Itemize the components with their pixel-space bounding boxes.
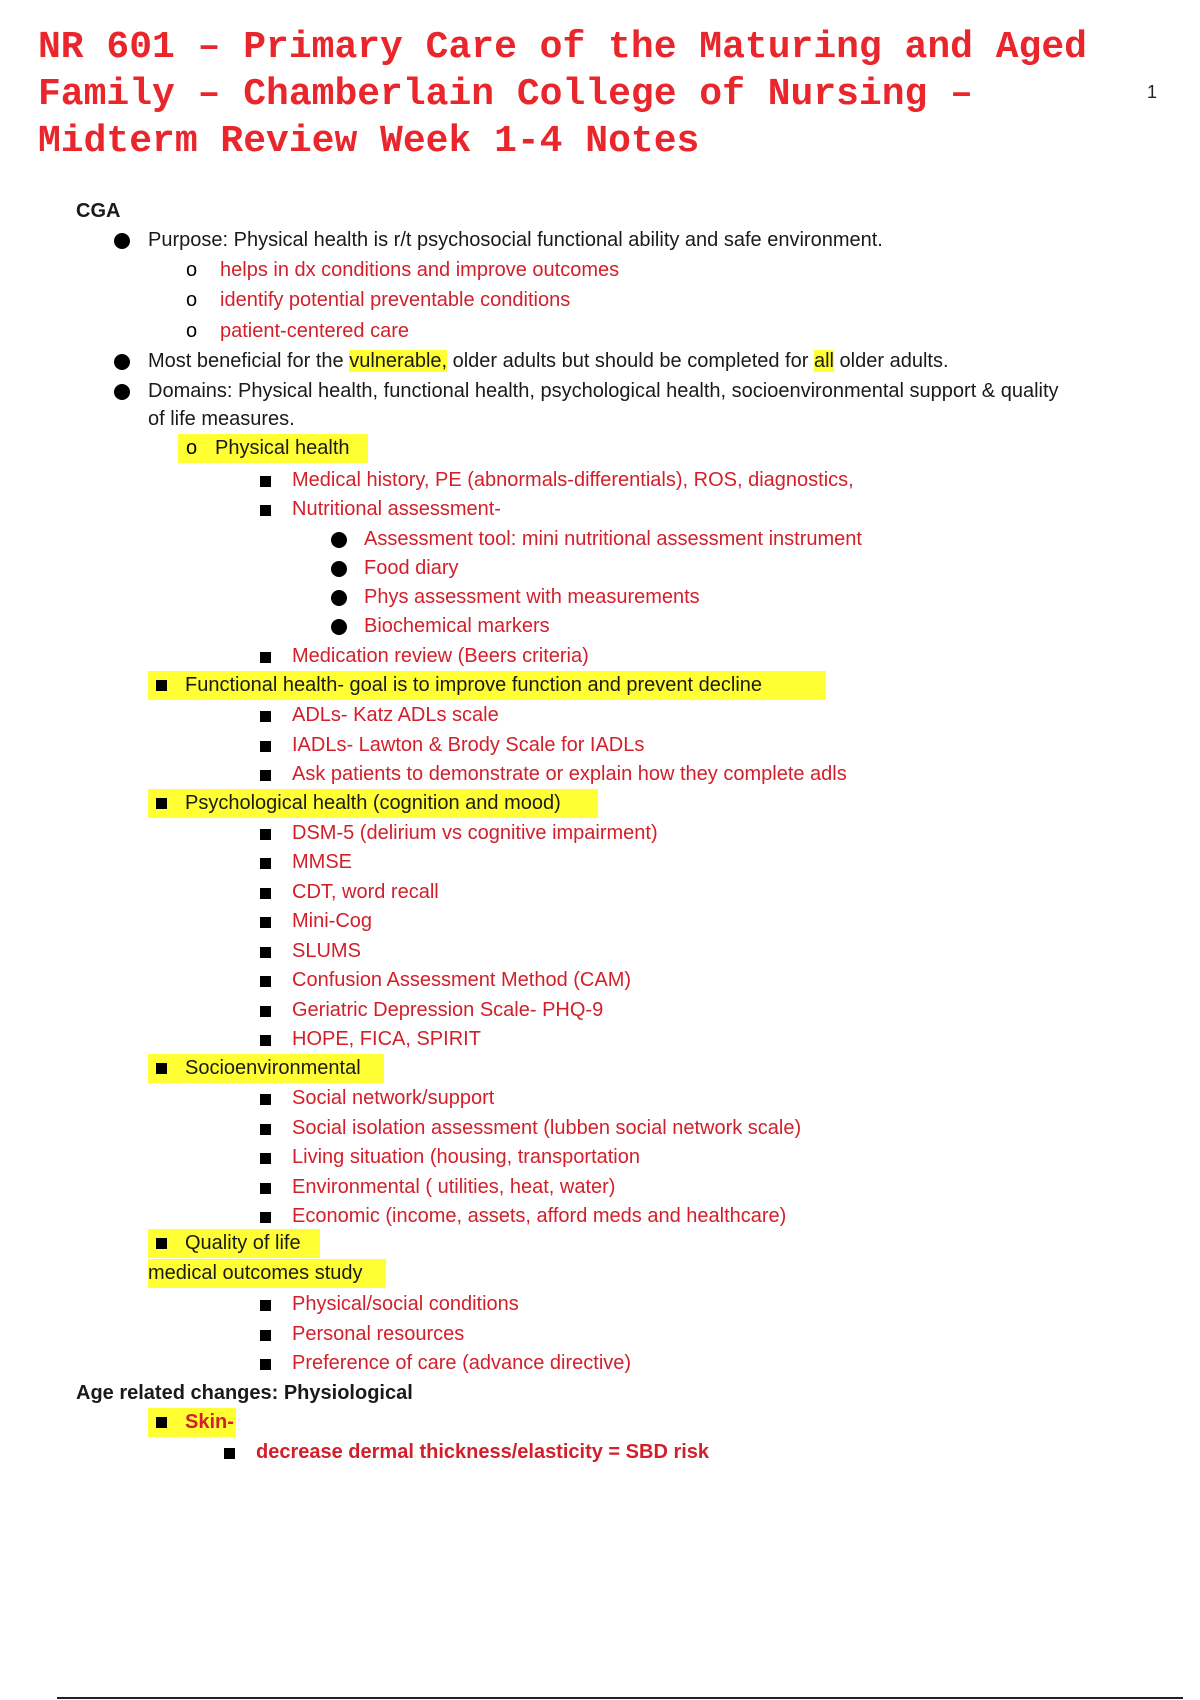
psych-item-3: CDT, word recall <box>292 881 439 903</box>
domains-line-2: of life measures. <box>148 408 295 430</box>
socioenvironmental-label <box>148 1054 384 1083</box>
functional-item-2: IADLs- Lawton & Brody Scale for IADLs <box>292 734 645 756</box>
socio-item-5: Economic (income, assets, afford meds and healthcare) <box>292 1205 787 1227</box>
bullet-dot-icon <box>331 590 347 606</box>
bullet-square-icon <box>260 888 271 899</box>
bullet-square-icon <box>260 1006 271 1017</box>
socio-item-1: Social network/support <box>292 1087 495 1109</box>
quality-of-life-text: Quality of life <box>185 1232 301 1254</box>
bullet-square-icon <box>260 711 271 722</box>
psych-item-6: Confusion Assessment Method (CAM) <box>292 969 632 991</box>
bullet-square-icon <box>260 1094 271 1105</box>
bullet-dot-icon <box>331 619 347 635</box>
nutrition-sub-2: Food diary <box>364 557 459 579</box>
bullet-square-icon <box>260 1212 271 1223</box>
bullet-square-icon <box>260 947 271 958</box>
cga-heading: CGA <box>76 200 121 222</box>
bullet-square-icon <box>260 858 271 869</box>
domains-line-1: Domains: Physical health, functional health, psychological health, socioenvironmental support & quality <box>148 380 1059 402</box>
psych-item-1: DSM-5 (delirium vs cognitive impairment) <box>292 822 658 844</box>
bullet-o-icon: o <box>186 437 198 459</box>
skin-item: decrease dermal thickness/elasticity = SBD risk <box>256 1441 710 1463</box>
functional-item-3: Ask patients to demonstrate or explain how they complete adls <box>292 763 847 785</box>
bullet-square-icon <box>260 652 271 663</box>
purpose-sub-1: helps in dx conditions and improve outcomes <box>220 259 620 281</box>
physical-item-1: Medical history, PE (abnormals-differentials), ROS, diagnostics, <box>292 469 854 491</box>
bullet-o-icon: o <box>186 259 198 281</box>
purpose-sub-3: patient-centered care <box>220 320 410 342</box>
beneficial-mid: older adults but should be completed for <box>447 350 814 372</box>
bullet-square-icon <box>156 1238 167 1249</box>
psych-item-5: SLUMS <box>292 940 361 962</box>
medical-outcomes-label <box>148 1259 386 1288</box>
title-line-1: NR 601 – Primary Care of the Maturing and Aged <box>38 26 1087 69</box>
socio-item-4: Environmental ( utilities, heat, water) <box>292 1176 616 1198</box>
page-divider <box>57 1697 1183 1699</box>
functional-health-label <box>148 671 826 700</box>
qol-item-3: Preference of care (advance directive) <box>292 1352 632 1374</box>
socio-item-2: Social isolation assessment (lubben social network scale) <box>292 1117 802 1139</box>
bullet-square-icon <box>260 741 271 752</box>
bullet-square-icon <box>260 1359 271 1370</box>
bullet-square-icon <box>156 1063 167 1074</box>
medication-review: Medication review (Beers criteria) <box>292 645 589 667</box>
beneficial-post: older adults. <box>833 350 949 372</box>
bullet-square-icon <box>260 1124 271 1135</box>
psych-item-4: Mini-Cog <box>292 910 373 932</box>
psychological-health-text: Psychological health (cognition and mood) <box>185 792 561 814</box>
psych-item-7: Geriatric Depression Scale- PHQ-9 <box>292 999 604 1021</box>
title-line-3: Midterm Review Week 1-4 Notes <box>38 120 700 163</box>
bullet-square-icon <box>260 1330 271 1341</box>
physical-health-label <box>178 434 368 463</box>
bullet-square-icon <box>156 1417 167 1428</box>
bullet-dot-icon <box>114 233 130 249</box>
bullet-square-icon <box>260 829 271 840</box>
nutrition-sub-4: Biochemical markers <box>364 615 550 637</box>
bullet-square-icon <box>260 476 271 487</box>
nutrition-sub-3: Phys assessment with measurements <box>364 586 700 608</box>
socio-item-3: Living situation (housing, transportation <box>292 1146 640 1168</box>
qol-item-2: Personal resources <box>292 1323 465 1345</box>
medical-outcomes-text: medical outcomes study <box>148 1262 363 1284</box>
psych-item-8: HOPE, FICA, SPIRIT <box>292 1028 481 1050</box>
bullet-square-icon <box>260 1183 271 1194</box>
bullet-dot-icon <box>114 384 130 400</box>
bullet-dot-icon <box>331 532 347 548</box>
bullet-square-icon <box>260 1300 271 1311</box>
bullet-square-icon <box>260 770 271 781</box>
beneficial-text <box>148 348 949 374</box>
bullet-o-icon: o <box>186 320 198 342</box>
physical-health-text: Physical health <box>215 437 350 459</box>
skin-text: Skin- <box>185 1411 234 1433</box>
bullet-o-icon: o <box>186 289 198 311</box>
skin-label <box>148 1408 236 1437</box>
quality-of-life-label <box>148 1229 320 1258</box>
purpose-sub-2: identify potential preventable conditions <box>220 289 571 311</box>
socioenvironmental-text: Socioenvironmental <box>185 1057 361 1079</box>
bullet-dot-icon <box>114 354 130 370</box>
physical-item-2: Nutritional assessment- <box>292 498 501 520</box>
age-changes-heading: Age related changes: Physiological <box>76 1382 413 1404</box>
bullet-square-icon <box>260 1153 271 1164</box>
document-title <box>38 24 1128 165</box>
qol-item-1: Physical/social conditions <box>292 1293 519 1315</box>
bullet-square-icon <box>260 1035 271 1046</box>
title-line-2: Family – Chamberlain College of Nursing – <box>38 73 973 116</box>
highlight-all: all <box>813 350 834 372</box>
bullet-square-icon <box>260 505 271 516</box>
bullet-square-icon <box>224 1448 235 1459</box>
page-number: 1 <box>1147 82 1158 102</box>
bullet-square-icon <box>156 680 167 691</box>
purpose-text: Purpose: Physical health is r/t psychosocial functional ability and safe environment. <box>148 229 883 251</box>
functional-health-text: Functional health- goal is to improve function and prevent decline <box>185 674 763 696</box>
bullet-square-icon <box>156 798 167 809</box>
psychological-health-label <box>148 789 598 818</box>
bullet-square-icon <box>260 976 271 987</box>
highlight-vulnerable: vulnerable, <box>349 350 448 372</box>
bullet-square-icon <box>260 917 271 928</box>
nutrition-sub-1: Assessment tool: mini nutritional assessment instrument <box>364 528 862 550</box>
functional-item-1: ADLs- Katz ADLs scale <box>292 704 499 726</box>
beneficial-pre: Most beneficial for the <box>148 350 350 372</box>
psych-item-2: MMSE <box>292 851 352 873</box>
bullet-dot-icon <box>331 561 347 577</box>
